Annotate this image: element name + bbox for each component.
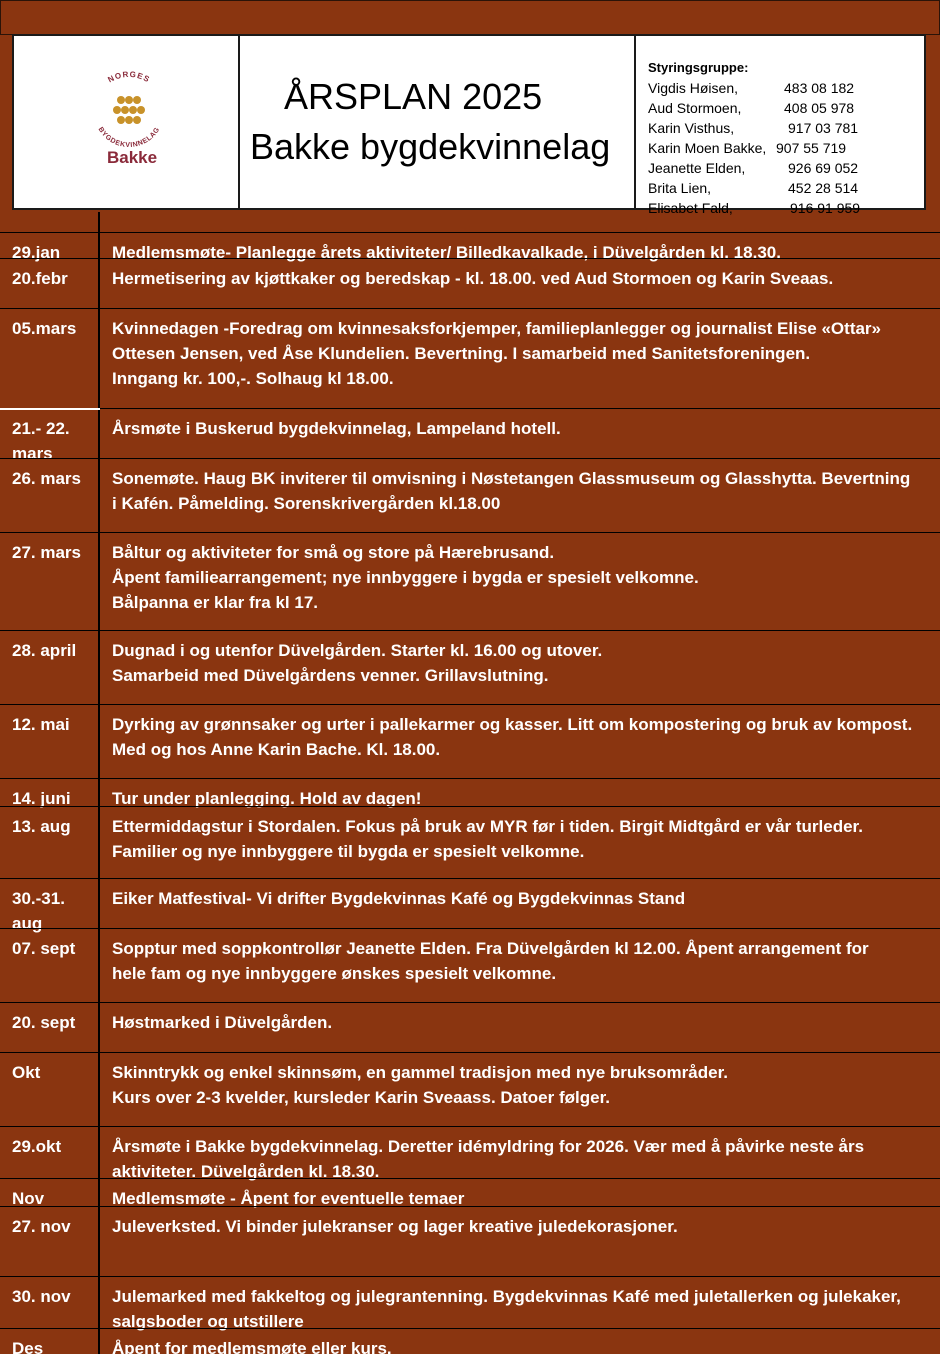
event-description: Høstmarked i Düvelgården. — [112, 1013, 333, 1032]
event-row — [0, 408, 940, 463]
event-date: 14. juni — [12, 789, 71, 808]
member-phone: 926 69 052 — [788, 160, 859, 176]
event-date: 29.okt — [12, 1137, 62, 1156]
event-description: Tur under planlegging. Hold av dagen! — [112, 789, 422, 808]
member-row — [648, 180, 859, 196]
event-description: Kvinnedagen -Foredrag om kvinnesaksforkjemper, familieplanlegger og journalist Elise «Ottar» Ottesen Jensen, ved Åse Klundelien. Bevertning. I samarbeid med Sanitetsforeningen. Inngang kr. 100,-. Solhaug kl 18.00. — [112, 319, 882, 388]
event-description: Ettermiddagstur i Stordalen. Fokus på bruk av MYR før i tiden. Birgit Midtgård er vår turleder. Familier og nye innbyggere til bygda er spesielt velkomne. — [112, 817, 863, 861]
column-divider — [98, 212, 100, 1354]
member-name: Aud Stormoen, — [648, 100, 742, 116]
member-phone: 452 28 514 — [788, 180, 859, 196]
top-band — [0, 0, 940, 35]
member-phone: 408 05 978 — [784, 100, 855, 116]
event-date: Nov — [12, 1189, 45, 1208]
event-description: Åpent for medlemsmøte eller kurs. — [112, 1339, 392, 1358]
event-row — [0, 704, 940, 778]
member-name: Karin Moen Bakke, — [648, 140, 767, 156]
event-date: 12. mai — [12, 715, 70, 734]
event-description: Medlemsmøte- Planlegge årets aktiviteter/ Billedkavalkade, i Düvelgården kl. 18.30. — [112, 243, 781, 262]
event-description: Skinntrykk og enkel skinnsøm, en gammel tradisjon med nye bruksområder. Kurs over 2-3 kvelder, kursleder Karin Sveaass. Datoer følger. — [112, 1063, 728, 1107]
event-date: Okt — [12, 1063, 41, 1082]
member-phone: 917 03 781 — [788, 120, 859, 136]
event-description: Medlemsmøte - Åpent for eventuelle temaer — [112, 1189, 465, 1208]
steering-group-title: Styringsgruppe: — [648, 60, 749, 75]
event-date: 29.jan — [12, 243, 61, 262]
event-date: Des — [12, 1339, 44, 1358]
event-row — [0, 258, 940, 308]
event-date: 27. mars — [12, 543, 81, 562]
event-row — [0, 806, 940, 878]
event-date: 26. mars — [12, 469, 81, 488]
event-row — [0, 532, 940, 630]
event-date: 05.mars — [12, 319, 77, 338]
event-description: Dugnad i og utenfor Düvelgården. Starter kl. 16.00 og utover. Samarbeid med Düvelgårdens venner. Grillavslutning. — [112, 641, 603, 685]
member-row — [648, 120, 859, 136]
event-date: 07. sept — [12, 939, 76, 958]
event-row — [0, 1126, 940, 1181]
member-phone: 483 08 182 — [784, 80, 855, 96]
member-row — [648, 140, 847, 156]
member-name: Jeanette Elden, — [648, 160, 746, 176]
event-description: Hermetisering av kjøttkaker og beredskap - kl. 18.00. ved Aud Stormoen og Karin Sveaas. — [112, 269, 834, 288]
event-row — [0, 1052, 940, 1126]
title-cell — [240, 36, 636, 208]
event-row — [0, 1178, 940, 1206]
logo-text: Bakke — [107, 148, 158, 167]
page-subtitle: Bakke bygdekvinnelag — [250, 126, 611, 167]
event-row — [0, 1328, 940, 1358]
header-table — [12, 34, 926, 216]
member-row — [648, 160, 859, 176]
member-row — [648, 80, 855, 96]
member-phone: 916 91 959 — [790, 200, 861, 216]
event-date: 27. nov — [12, 1217, 71, 1236]
row-divider-accent — [0, 408, 100, 410]
page-title: ÅRSPLAN 2025 — [284, 76, 543, 117]
event-description: Juleverksted. Vi binder julekranser og lager kreative juledekorasjoner. — [112, 1217, 678, 1236]
member-phone: 907 55 719 — [776, 140, 847, 156]
event-row — [0, 630, 940, 704]
event-date: 20. sept — [12, 1013, 76, 1032]
svg-text:BYGDEKVINNELAG: BYGDEKVINNELAG — [96, 126, 162, 150]
member-name: Karin Visthus, — [648, 120, 735, 136]
logo-cell — [14, 36, 240, 208]
event-row — [0, 778, 940, 806]
steering-group — [636, 36, 924, 216]
event-row — [0, 308, 940, 408]
member-name: Vigdis Høisen, — [648, 80, 739, 96]
member-name: Elisabet Fald, — [648, 200, 733, 216]
event-description: Sopptur med soppkontrollør Jeanette Elden. Fra Düvelgården kl 12.00. Åpent arrangement for hele fam og nye innbyggere ønskes spesielt velkomne. — [112, 939, 869, 983]
event-row — [0, 1206, 940, 1276]
event-date: 30.-31. aug — [12, 889, 65, 933]
member-row — [648, 100, 855, 116]
event-row — [0, 458, 940, 532]
event-row — [0, 928, 940, 1002]
event-date: 30. nov — [12, 1287, 71, 1306]
member-name: Brita Lien, — [648, 180, 712, 196]
event-description: Sonemøte. Haug BK inviterer til omvisning i Nøstetangen Glassmuseum og Glasshytta. Bevertning i Kafén. Påmelding. Sorenskrivergården kl.18.00 — [112, 469, 911, 513]
event-date: 28. april — [12, 641, 77, 660]
event-date: 20.febr — [12, 269, 68, 288]
svg-text:NORGES: NORGES — [106, 69, 152, 85]
event-row — [0, 878, 940, 933]
event-description: Båltur og aktiviteter for små og store på Hærebrusand. Åpent familiearrangement; nye innbyggere i bygda er spesielt velkomne. Bålpanna er klar fra kl 17. — [112, 543, 699, 612]
event-description: Eiker Matfestival- Vi drifter Bygdekvinnas Kafé og Bygdekvinnas Stand — [112, 889, 686, 908]
schedule-table — [0, 212, 940, 1358]
event-description: Årsmøte i Buskerud bygdekvinnelag, Lampeland hotell. — [112, 419, 561, 438]
event-row — [0, 1002, 940, 1052]
event-description: Dyrking av grønnsaker og urter i pallekarmer og kasser. Litt om kompostering og bruk av kompost. Med og hos Anne Karin Bache. Kl. 18.00. — [112, 715, 913, 759]
event-description: Julemarked med fakkeltog og julegrantenning. Bygdekvinnas Kafé med juletallerken og julekaker, salgsboder og utstillere — [112, 1287, 901, 1331]
event-date: 13. aug — [12, 817, 71, 836]
event-row — [0, 232, 940, 262]
event-date: 21.- 22. mars — [12, 419, 70, 463]
event-description: Årsmøte i Bakke bygdekvinnelag. Deretter idémyldring for 2026. Vær med å påvirke neste års aktiviteter. Düvelgården kl. 18.30. — [112, 1137, 865, 1181]
event-row — [0, 1276, 940, 1331]
